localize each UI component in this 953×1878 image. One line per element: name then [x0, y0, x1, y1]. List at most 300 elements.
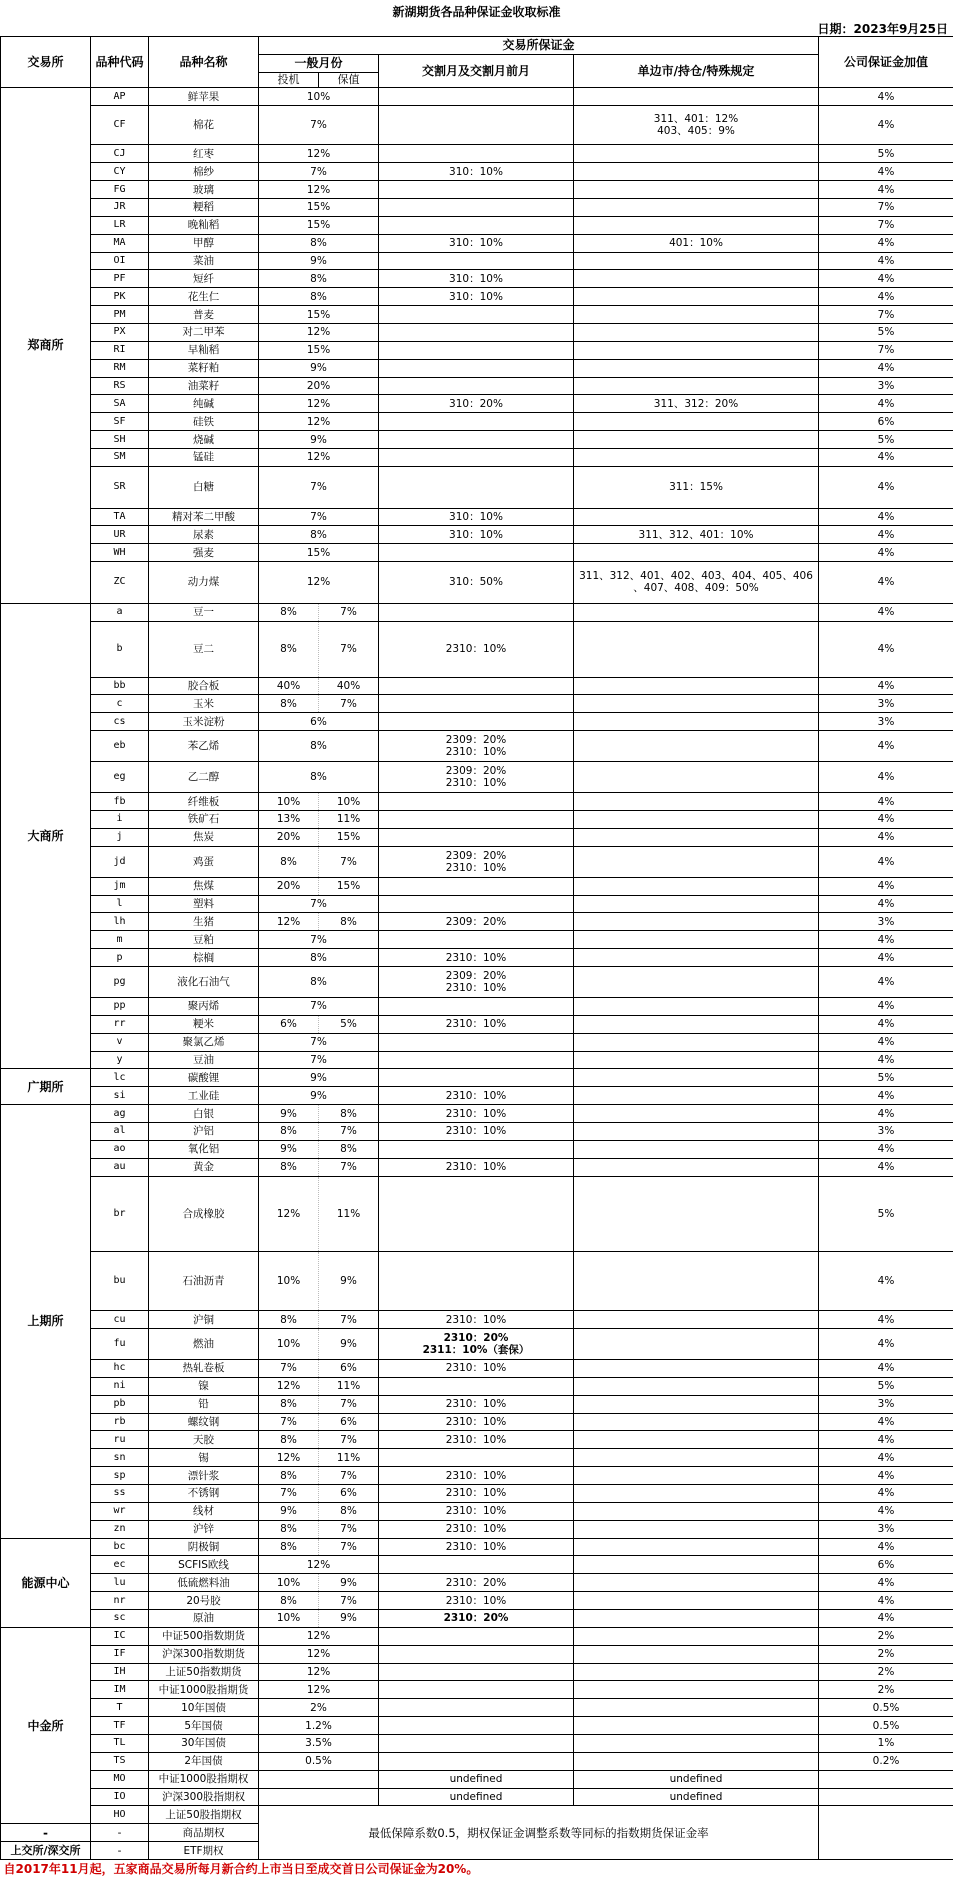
footer-note: 自2017年11月起，五家商品交易所每月新合约上市当日至成交首日公司保证金为20%。	[3, 1862, 479, 1876]
table-row	[1, 466, 953, 508]
exchange-cell: 郑商所	[1, 88, 91, 604]
add-cell: 1%	[819, 1734, 953, 1752]
name-cell: 鲜苹果	[149, 88, 259, 106]
spec-cell: 9%	[259, 1069, 379, 1087]
add-cell: 4%	[819, 677, 953, 695]
spec-cell: 8%	[259, 731, 379, 762]
add-cell: 4%	[819, 1140, 953, 1158]
table-row	[1, 895, 953, 913]
delivery-cell	[379, 793, 574, 811]
code-cell: wr	[91, 1502, 149, 1520]
code-cell: JR	[91, 198, 149, 216]
code-cell: IC	[91, 1627, 149, 1645]
name-cell: 棉花	[149, 106, 259, 145]
add-cell: 4%	[819, 1033, 953, 1051]
spec-cell: 7%	[259, 1033, 379, 1051]
delivery-cell: 310：10%	[379, 288, 574, 306]
special-cell	[574, 949, 819, 967]
name-cell: 氧化铝	[149, 1140, 259, 1158]
table-row	[1, 762, 953, 793]
code-cell: SF	[91, 413, 149, 431]
name-cell: 短纤	[149, 270, 259, 288]
delivery-cell	[379, 431, 574, 449]
delivery-cell: 2310：10%	[379, 1122, 574, 1140]
hedge-cell: 11%	[319, 1176, 379, 1251]
exchange-cell: 广期所	[1, 1069, 91, 1105]
table-row	[1, 1087, 953, 1105]
code-cell: ZC	[91, 562, 149, 604]
add-cell: 4%	[819, 1158, 953, 1176]
special-cell	[574, 1449, 819, 1467]
header-delivery-month: 交割月及交割月前月	[379, 54, 574, 87]
special-cell	[574, 1502, 819, 1520]
special-cell: 311、312、401：10%	[574, 526, 819, 544]
spec-cell: 6%	[259, 1015, 319, 1033]
code-cell: CY	[91, 163, 149, 181]
code-cell: ru	[91, 1431, 149, 1449]
name-cell: 阴极铜	[149, 1538, 259, 1556]
special-cell	[574, 1015, 819, 1033]
special-cell	[574, 1087, 819, 1105]
special-cell	[574, 377, 819, 395]
spec-cell: 7%	[259, 466, 379, 508]
add-cell: 6%	[819, 1556, 953, 1574]
table-row	[1, 216, 953, 234]
spec-cell: 8%	[259, 949, 379, 967]
delivery-cell: 2310：20% 2311：10%（套保）	[379, 1328, 574, 1359]
delivery-cell: 310：10%	[379, 234, 574, 252]
code-cell: HO	[91, 1806, 149, 1824]
special-cell	[574, 1592, 819, 1610]
name-cell: 玻璃	[149, 181, 259, 199]
special-cell	[574, 1734, 819, 1752]
delivery-cell: 2310：10%	[379, 1395, 574, 1413]
add-cell: 4%	[819, 395, 953, 413]
spec-cell: 15%	[259, 306, 379, 324]
delivery-cell	[379, 106, 574, 145]
spec-cell: 10%	[259, 88, 379, 106]
name-cell: 白糖	[149, 466, 259, 508]
spec-cell: 10%	[259, 1609, 319, 1627]
spec-cell: 12%	[259, 1645, 379, 1663]
header-name: 品种名称	[149, 37, 259, 88]
spec-cell: 12%	[259, 1627, 379, 1645]
add-cell: 3%	[819, 377, 953, 395]
code-cell: PK	[91, 288, 149, 306]
code-cell: ec	[91, 1556, 149, 1574]
delivery-cell	[379, 828, 574, 846]
code-cell: T	[91, 1699, 149, 1717]
spec-cell: 8%	[259, 1311, 319, 1329]
header-row-1	[1, 37, 953, 55]
code-cell: CF	[91, 106, 149, 145]
name-cell: 中证500指数期货	[149, 1627, 259, 1645]
spec-cell: 2%	[259, 1699, 379, 1717]
delivery-cell: 310：10%	[379, 163, 574, 181]
hedge-cell: 40%	[319, 677, 379, 695]
add-cell: 4%	[819, 621, 953, 677]
add-cell: 4%	[819, 1359, 953, 1377]
spec-cell: 12%	[259, 1681, 379, 1699]
header-general-month: 一般月份	[259, 54, 379, 72]
code-cell: rr	[91, 1015, 149, 1033]
special-cell	[574, 793, 819, 811]
table-row	[1, 1311, 953, 1329]
table-row	[1, 377, 953, 395]
name-cell: 烧碱	[149, 431, 259, 449]
code-cell: jm	[91, 877, 149, 895]
spec-cell: 12%	[259, 1377, 319, 1395]
name-cell: 焦炭	[149, 828, 259, 846]
special-cell	[574, 1431, 819, 1449]
spec-cell: 3.5%	[259, 1734, 379, 1752]
delivery-cell: 2310：10%	[379, 1105, 574, 1123]
special-cell	[574, 216, 819, 234]
table-row	[1, 1033, 953, 1051]
delivery-cell	[379, 359, 574, 377]
code-cell: MA	[91, 234, 149, 252]
delivery-cell: 310：50%	[379, 562, 574, 604]
special-cell	[574, 846, 819, 877]
code-cell: au	[91, 1158, 149, 1176]
hedge-cell: 9%	[319, 1328, 379, 1359]
code-cell: al	[91, 1122, 149, 1140]
special-cell	[574, 913, 819, 931]
name-cell: 焦煤	[149, 877, 259, 895]
special-cell	[574, 198, 819, 216]
name-cell: 沪铝	[149, 1122, 259, 1140]
name-cell: 精对苯二甲酸	[149, 508, 259, 526]
name-cell: 粳米	[149, 1015, 259, 1033]
spec-cell: 15%	[259, 198, 379, 216]
table-row	[1, 413, 953, 431]
code-cell: IF	[91, 1645, 149, 1663]
delivery-cell: 310：10%	[379, 526, 574, 544]
header-hedge: 保值	[319, 72, 379, 87]
add-cell	[819, 1788, 953, 1806]
add-cell: 5%	[819, 1176, 953, 1251]
spec-cell: 40%	[259, 677, 319, 695]
delivery-cell	[379, 810, 574, 828]
name-cell: 燃油	[149, 1328, 259, 1359]
hedge-cell: 6%	[319, 1359, 379, 1377]
delivery-cell	[379, 1556, 574, 1574]
special-cell: 311：15%	[574, 466, 819, 508]
code-cell: cu	[91, 1311, 149, 1329]
footer-row	[1, 1860, 953, 1878]
add-cell: 4%	[819, 731, 953, 762]
table-row	[1, 603, 953, 621]
add-cell: 4%	[819, 163, 953, 181]
table-row	[1, 793, 953, 811]
table-row	[1, 1752, 953, 1770]
add-cell: 0.5%	[819, 1699, 953, 1717]
add-cell: 4%	[819, 526, 953, 544]
add-cell: 4%	[819, 562, 953, 604]
table-row	[1, 106, 953, 145]
code-cell: LR	[91, 216, 149, 234]
spec-cell: 8%	[259, 526, 379, 544]
code-cell: jd	[91, 846, 149, 877]
exchange-cell: 上交所/深交所	[1, 1842, 91, 1860]
spec-cell: 12%	[259, 1176, 319, 1251]
code-cell: ao	[91, 1140, 149, 1158]
hedge-cell: 11%	[319, 1449, 379, 1467]
delivery-cell	[379, 181, 574, 199]
spec-cell: 8%	[259, 288, 379, 306]
add-cell: 4%	[819, 1609, 953, 1627]
name-cell: 花生仁	[149, 288, 259, 306]
add-cell: 3%	[819, 1520, 953, 1538]
code-cell: SR	[91, 466, 149, 508]
header-special: 单边市/持仓/特殊规定	[574, 54, 819, 87]
delivery-cell: 2310：10%	[379, 1467, 574, 1485]
name-cell: 鸡蛋	[149, 846, 259, 877]
delivery-cell	[379, 198, 574, 216]
name-cell: 棕榈	[149, 949, 259, 967]
code-cell: zn	[91, 1520, 149, 1538]
delivery-cell	[379, 413, 574, 431]
code-cell: lu	[91, 1574, 149, 1592]
name-cell: 苯乙烯	[149, 731, 259, 762]
delivery-cell	[379, 1663, 574, 1681]
code-cell: RS	[91, 377, 149, 395]
spec-cell: 7%	[259, 1359, 319, 1377]
special-cell	[574, 413, 819, 431]
delivery-cell: 310：10%	[379, 508, 574, 526]
add-cell	[819, 1770, 953, 1788]
name-cell: 红枣	[149, 145, 259, 163]
code-cell: b	[91, 621, 149, 677]
table-row	[1, 1377, 953, 1395]
table-row	[1, 877, 953, 895]
table-row	[1, 544, 953, 562]
table-row	[1, 1158, 953, 1176]
delivery-cell: 2310：10%	[379, 1484, 574, 1502]
table-row	[1, 1520, 953, 1538]
special-cell	[574, 181, 819, 199]
delivery-cell: 2310：20%	[379, 1609, 574, 1627]
code-cell: pp	[91, 997, 149, 1015]
special-cell	[574, 1311, 819, 1329]
special-cell	[574, 1105, 819, 1123]
hedge-cell: 7%	[319, 603, 379, 621]
delivery-cell: 2310：10%	[379, 1359, 574, 1377]
table-row	[1, 949, 953, 967]
spec-cell: 8%	[259, 695, 319, 713]
table-row	[1, 1413, 953, 1431]
spec-cell: 12%	[259, 448, 379, 466]
delivery-cell: 2309：20% 2310：10%	[379, 762, 574, 793]
spec-cell: 12%	[259, 913, 319, 931]
code-cell: TS	[91, 1752, 149, 1770]
delivery-cell: 2310：10%	[379, 1087, 574, 1105]
code-cell: RM	[91, 359, 149, 377]
spec-cell: 8%	[259, 1592, 319, 1610]
spec-cell: 12%	[259, 1556, 379, 1574]
table-row	[1, 1645, 953, 1663]
hedge-cell: 9%	[319, 1574, 379, 1592]
delivery-cell	[379, 997, 574, 1015]
spec-cell: 20%	[259, 828, 319, 846]
code-cell: eg	[91, 762, 149, 793]
hedge-cell: 7%	[319, 1431, 379, 1449]
special-cell	[574, 1538, 819, 1556]
hedge-cell: 15%	[319, 828, 379, 846]
name-cell: 早籼稻	[149, 341, 259, 359]
hedge-cell: 10%	[319, 793, 379, 811]
special-cell	[574, 1627, 819, 1645]
add-cell: 4%	[819, 288, 953, 306]
special-cell	[574, 1484, 819, 1502]
table-row	[1, 1328, 953, 1359]
spec-cell: 8%	[259, 1538, 319, 1556]
special-cell	[574, 431, 819, 449]
code-cell: bb	[91, 677, 149, 695]
spec-cell	[259, 1770, 379, 1788]
hedge-cell: 7%	[319, 695, 379, 713]
name-cell: 原油	[149, 1609, 259, 1627]
add-cell: 4%	[819, 359, 953, 377]
add-cell: 4%	[819, 762, 953, 793]
delivery-cell: 2310：10%	[379, 1311, 574, 1329]
spec-cell: 9%	[259, 1105, 319, 1123]
delivery-cell	[379, 88, 574, 106]
add-cell: 4%	[819, 828, 953, 846]
name-cell: 乙二醇	[149, 762, 259, 793]
code-cell: IH	[91, 1663, 149, 1681]
code-cell: TL	[91, 1734, 149, 1752]
add-cell: 3%	[819, 1395, 953, 1413]
special-cell	[574, 1069, 819, 1087]
table-row	[1, 448, 953, 466]
add-cell: 4%	[819, 1502, 953, 1520]
hedge-cell: 5%	[319, 1015, 379, 1033]
table-row	[1, 1015, 953, 1033]
delivery-cell	[379, 323, 574, 341]
code-cell: sn	[91, 1449, 149, 1467]
code-cell: MO	[91, 1770, 149, 1788]
exchange-cell: 大商所	[1, 603, 91, 1069]
spec-cell: 12%	[259, 413, 379, 431]
name-cell: 菜籽粕	[149, 359, 259, 377]
code-cell: c	[91, 695, 149, 713]
code-cell: sc	[91, 1609, 149, 1627]
code-cell: IO	[91, 1788, 149, 1806]
add-cell: 4%	[819, 88, 953, 106]
special-cell	[574, 1413, 819, 1431]
spec-cell: 12%	[259, 1663, 379, 1681]
add-cell: 4%	[819, 895, 953, 913]
special-cell	[574, 1033, 819, 1051]
table-row	[1, 306, 953, 324]
spec-cell: 7%	[259, 931, 379, 949]
table-row	[1, 1251, 953, 1311]
special-cell	[574, 603, 819, 621]
name-cell: 不锈钢	[149, 1484, 259, 1502]
code-cell: a	[91, 603, 149, 621]
add-cell: 2%	[819, 1681, 953, 1699]
delivery-cell	[379, 677, 574, 695]
table-row	[1, 1699, 953, 1717]
code-cell: j	[91, 828, 149, 846]
special-cell	[574, 997, 819, 1015]
spec-cell: 9%	[259, 252, 379, 270]
add-cell: 4%	[819, 810, 953, 828]
special-cell: undefined	[574, 1788, 819, 1806]
code-cell: AP	[91, 88, 149, 106]
spec-cell: 8%	[259, 1467, 319, 1485]
special-cell	[574, 1377, 819, 1395]
table-row	[1, 1556, 953, 1574]
add-cell: 3%	[819, 1122, 953, 1140]
table-row	[1, 431, 953, 449]
special-cell	[574, 677, 819, 695]
delivery-cell	[379, 1033, 574, 1051]
name-cell: 粳稻	[149, 198, 259, 216]
name-cell: 10年国债	[149, 1699, 259, 1717]
add-cell: 4%	[819, 1087, 953, 1105]
spec-cell: 15%	[259, 341, 379, 359]
spec-cell: 9%	[259, 1087, 379, 1105]
spec-cell: 7%	[259, 106, 379, 145]
add-cell: 4%	[819, 846, 953, 877]
name-cell: 上证50股指期权	[149, 1806, 259, 1824]
table-row	[1, 828, 953, 846]
hedge-cell: 6%	[319, 1413, 379, 1431]
table-row	[1, 713, 953, 731]
name-cell: 聚丙烯	[149, 997, 259, 1015]
name-cell: 晚籼稻	[149, 216, 259, 234]
table-row	[1, 1122, 953, 1140]
hedge-cell: 9%	[319, 1251, 379, 1311]
table-row	[1, 1449, 953, 1467]
delivery-cell	[379, 466, 574, 508]
table-row	[1, 341, 953, 359]
delivery-cell: 2309：20% 2310：10%	[379, 731, 574, 762]
name-cell: 热轧卷板	[149, 1359, 259, 1377]
add-cell: 4%	[819, 270, 953, 288]
add-cell: 4%	[819, 1328, 953, 1359]
table-row	[1, 88, 953, 106]
table-row	[1, 145, 953, 163]
table-row	[1, 1788, 953, 1806]
spec-cell: 12%	[259, 395, 379, 413]
delivery-cell	[379, 1681, 574, 1699]
delivery-cell	[379, 341, 574, 359]
spec-cell: 12%	[259, 145, 379, 163]
special-cell	[574, 252, 819, 270]
add-cell: 5%	[819, 145, 953, 163]
delivery-cell	[379, 544, 574, 562]
name-cell: 硅铁	[149, 413, 259, 431]
name-cell: 沪深300指数期货	[149, 1645, 259, 1663]
spec-cell: 12%	[259, 1449, 319, 1467]
hedge-cell: 8%	[319, 1105, 379, 1123]
special-cell	[574, 270, 819, 288]
spec-cell: 7%	[259, 1484, 319, 1502]
delivery-cell	[379, 448, 574, 466]
add-cell: 4%	[819, 508, 953, 526]
add-cell: 4%	[819, 603, 953, 621]
name-cell: 商品期权	[149, 1824, 259, 1842]
name-cell: 豆粕	[149, 931, 259, 949]
add-cell: 3%	[819, 695, 953, 713]
name-cell: 纯碱	[149, 395, 259, 413]
delivery-cell	[379, 1734, 574, 1752]
code-cell: v	[91, 1033, 149, 1051]
name-cell: 螺纹钢	[149, 1413, 259, 1431]
